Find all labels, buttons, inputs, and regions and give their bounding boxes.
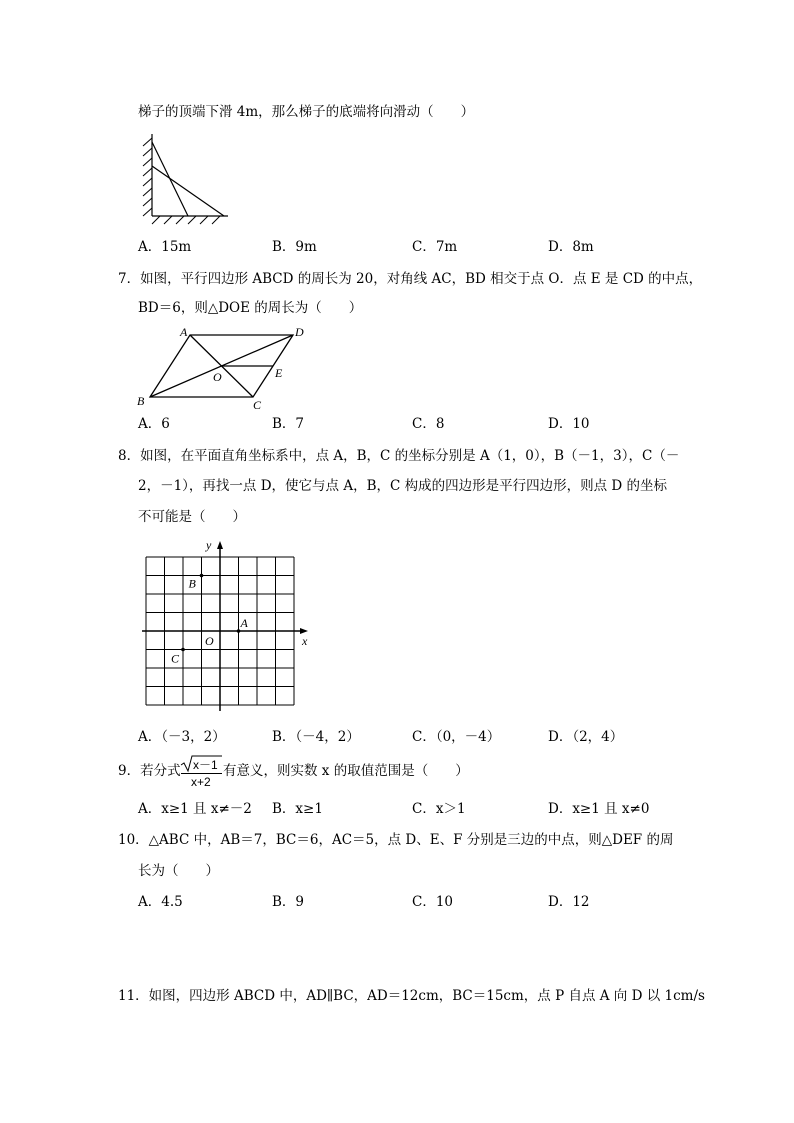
q9-option-b: B．x≥1: [272, 801, 323, 817]
q6-option-a: A．15m: [138, 239, 192, 255]
label-o: O: [213, 370, 222, 384]
label-b: B: [137, 394, 145, 408]
q9-denominator: x+2: [191, 775, 211, 789]
point-label-a: A: [240, 616, 248, 630]
q8-option-c: C．（0，－4）: [412, 729, 501, 745]
ladder-after: [152, 166, 224, 216]
q7-option-a: A．6: [138, 416, 170, 432]
q7-option-c: C．8: [412, 416, 445, 432]
q7-option-d: D．10: [548, 416, 590, 432]
y-axis-arrow: [217, 541, 223, 549]
point-label-b: B: [188, 576, 196, 591]
q9-prefix: 9．若分式: [118, 763, 181, 779]
point-b: [200, 574, 204, 578]
q10-option-d: D．12: [548, 894, 590, 910]
q8-line1: 8．如图，在平面直角坐标系中，点 A，B，C 的坐标分别是 A（1，0），B（－1，3），C（－: [118, 448, 680, 464]
q9-option-a: A．x≥1 且 x≠－2: [138, 801, 252, 817]
x-axis-label: x: [302, 634, 308, 648]
q6-option-b: B．9m: [272, 239, 317, 255]
label-c: C: [253, 398, 262, 412]
q6-option-c: C．7m: [412, 239, 458, 255]
q8-option-a: A．（－3，2）: [138, 729, 226, 745]
q8-option-d: D．（2，4）: [548, 729, 624, 745]
q8-line3: 不可能是（ ）: [138, 509, 246, 525]
y-axis-label: y: [206, 538, 212, 552]
q9-option-c: C．x＞1: [412, 801, 466, 817]
q10-line2: 长为（ ）: [138, 863, 219, 879]
point-label-c: C: [171, 651, 180, 666]
q6-option-d: D．8m: [548, 239, 594, 255]
q10-option-b: B．9: [272, 894, 305, 910]
q8-coordinate-grid: [140, 535, 315, 715]
q9-suffix: 有意义，则实数 x 的取值范围是（ ）: [223, 763, 469, 779]
q6-text: 梯子的顶端下滑 4m，那么梯子的底端将向滑动（ ）: [138, 104, 475, 120]
q9-numerator: x－1: [193, 758, 218, 772]
q10-option-c: C．10: [412, 894, 454, 910]
q8-option-b: B．（－4，2）: [272, 729, 360, 745]
q9-option-d: D．x≥1 且 x≠0: [548, 801, 650, 817]
origin-label: O: [205, 634, 214, 648]
q7-option-b: B．7: [272, 416, 305, 432]
point-c: [181, 648, 185, 652]
q11-line1: 11．如图，四边形 ABCD 中，AD∥BC，AD＝12cm，BC＝15cm，点 P 自点 A 向 D 以 1cm/s: [118, 988, 705, 1004]
label-e: E: [275, 366, 283, 380]
q10-line1: 10．△ABC 中，AB＝7，BC＝6，AC＝5，点 D、E、F 分别是三边的中点，则△DEF 的周: [118, 832, 674, 848]
q10-option-a: A．4.5: [138, 894, 183, 910]
q7-line1: 7．如图，平行四边形 ABCD 的周长为 20，对角线 AC，BD 相交于点 O．点 E 是 CD 的中点，: [118, 271, 703, 287]
label-a: A: [180, 325, 188, 339]
label-d: D: [295, 325, 304, 339]
q6-ladder-figure: [138, 132, 233, 224]
q7-line2: BD＝6，则△DOE 的周长为（ ）: [138, 300, 363, 316]
q7-parallelogram-figure: [135, 325, 310, 410]
q8-line2: 2，－1），再找一点 D，使它与点 A，B，C 构成的四边形是平行四边形，则点 D 的坐标: [138, 478, 668, 494]
